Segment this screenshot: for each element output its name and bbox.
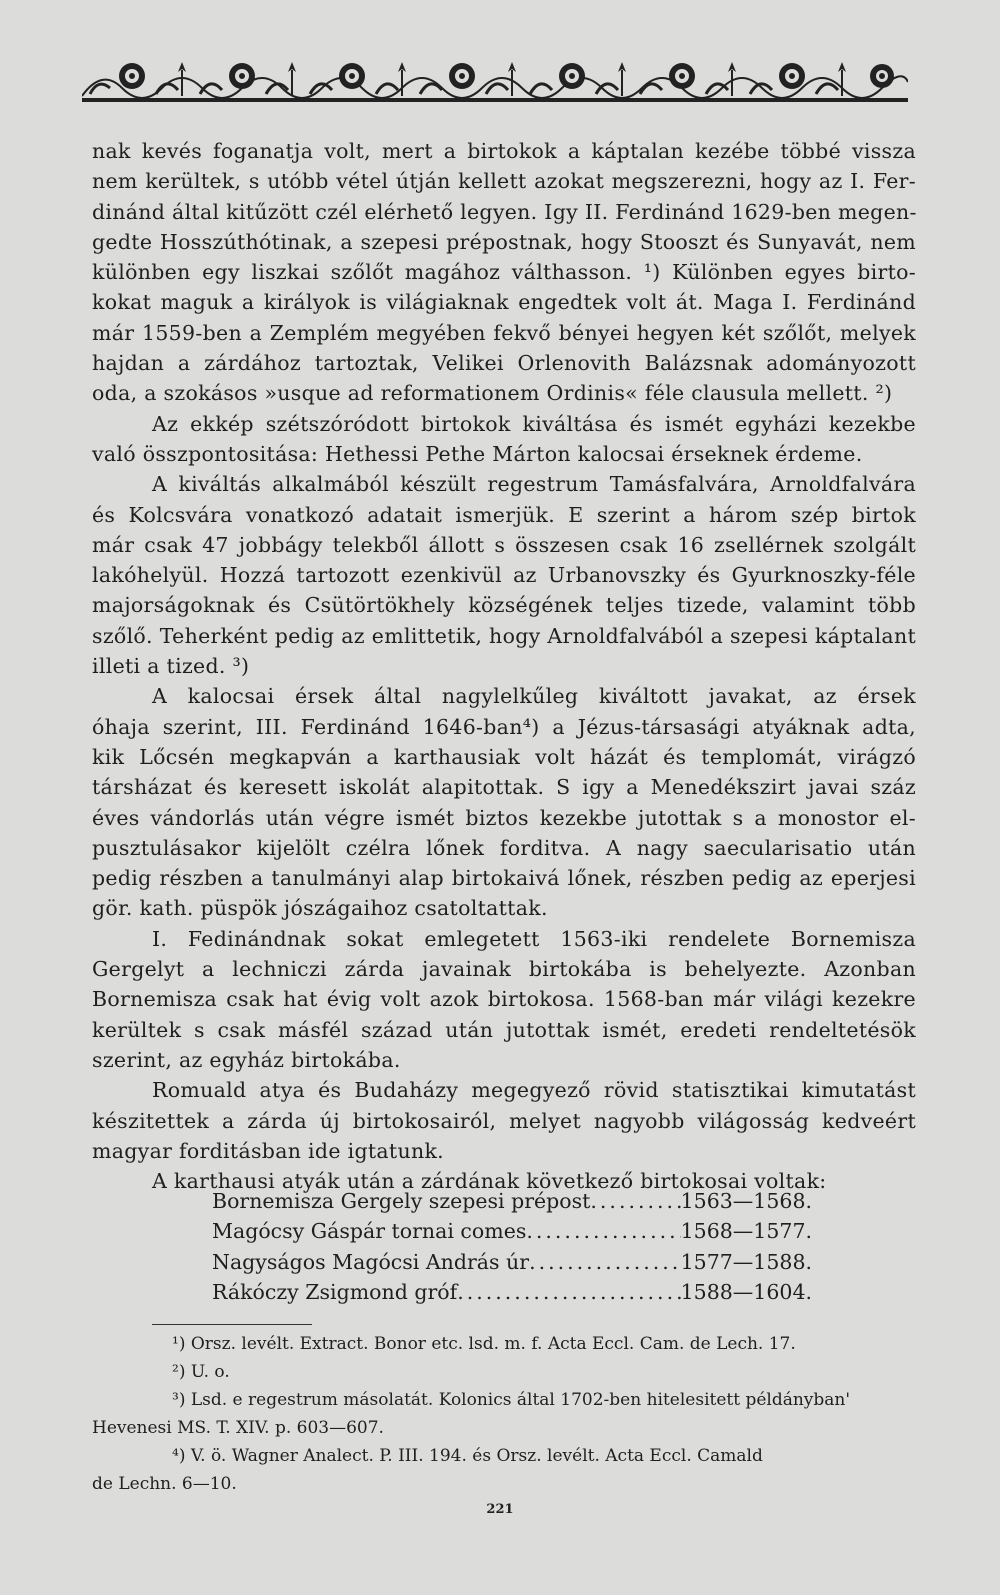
text-line: már csak 47 jobbágy telekből állott s összesen csak 16 zsellérnek szolgált	[92, 532, 916, 557]
paragraph	[92, 469, 916, 681]
owner-years: 1577—1588.	[680, 1249, 812, 1274]
text-line: kerültek s csak másfél század után jutottak ismét, eredeti rendeltetésök	[92, 1017, 916, 1042]
text-line: Bornemisza csak hat évig volt azok birtokosa. 1568-ban már világi kezekre	[92, 987, 916, 1012]
text-line: éves vándorlás után végre ismét biztos kezekbe jutottak s a monostor el-	[92, 805, 916, 830]
list-item	[212, 1186, 812, 1216]
text-line: készitettek a zárda új birtokosairól, melyet nagyobb világosság kedveért	[92, 1108, 916, 1133]
text-line: nak kevés foganatja volt, mert a birtokok a káptalan kezébe többé vissza	[92, 139, 916, 163]
paragraph	[92, 136, 916, 409]
text-line: gedte Hosszúthótinak, a szepesi prépostnak, hogy Stooszt és Sunyavát, nem	[92, 229, 916, 254]
text-line: magyar forditásban ide igtatunk.	[92, 1138, 445, 1163]
leader-dots	[529, 1247, 681, 1277]
owner-years: 1563—1568.	[680, 1189, 812, 1213]
text-line: pedig részben a tanulmányi alap birtokaivá lőnek, részben pedig az eperjesi	[92, 866, 916, 891]
text-line: Romuald atya és Budaházy megegyező rövid statisztikai kimutatást	[152, 1078, 916, 1103]
footnote: ⁴) V. ö. Wagner Analect. P. III. 194. és Orsz. levélt. Acta Eccl. Camald	[172, 1446, 763, 1466]
text-line: Az ekkép szétszóródott birtokok kiváltása és ismét egyházi kezekbe	[152, 411, 916, 436]
paragraph	[92, 924, 916, 1075]
owner-years: 1588—1604.	[680, 1279, 812, 1304]
text-line: dinánd által kitűzött czél elérhető legyen. Igy II. Ferdinánd 1629-ben megen-	[92, 199, 917, 224]
owner-name: Rákóczy Zsigmond gróf	[212, 1279, 458, 1304]
list-item	[212, 1277, 812, 1307]
text-line: I. Fedinándnak sokat emlegetett 1563-iki rendelete Bornemisza	[152, 926, 916, 951]
owner-name: Bornemisza Gergely szepesi prépost	[212, 1189, 591, 1213]
leader-dots	[590, 1186, 680, 1216]
footnote-divider	[152, 1324, 312, 1325]
text-line: különben egy liszkai szőlőt magához válthasson. ¹) Különben egyes birto-	[92, 260, 916, 285]
text-line: és Kolcsvára vonatkozó adatait ismerjük. E szerint a három szép birtok	[92, 502, 916, 527]
footnotes	[92, 1330, 916, 1498]
paragraph	[92, 681, 916, 923]
paragraph	[92, 1075, 916, 1166]
footnote: de Lechn. 6—10.	[92, 1474, 237, 1494]
text-line: szőlő. Teherként pedig az emlittetik, hogy Arnoldfalvából a szepesi káptalant	[92, 623, 916, 648]
text-line: kokat maguk a királyok is világiaknak engedtek volt át. Maga I. Ferdinánd	[92, 290, 916, 315]
text-line: lakóhelyül. Hozzá tartozott ezenkivül az Urbanovszky és Gyurknoszky-féle	[92, 563, 916, 588]
owner-name: Nagyságos Magócsi András úr	[212, 1249, 530, 1274]
page-number: 221	[486, 1502, 514, 1517]
text-line: nem kerültek, s utóbb vétel útján kellett azokat megszerezni, hogy az I. Fer-	[92, 169, 916, 194]
text-line: kik Lőcsén megkapván a karthausiak volt házát és templomát, virágzó	[92, 744, 916, 769]
text-line: oda, a szokásos »usque ad reformationem Ordinis« féle clausula mellett. ²)	[92, 381, 893, 406]
text-line: hajdan a zárdához tartoztak, Velikei Orlenovith Balázsnak adományozott	[92, 351, 916, 376]
text-line: már 1559-ben a Zemplém megyében fekvő bényei hegyen két szőlőt, melyek	[92, 320, 916, 345]
text-line: illeti a tized. ³)	[92, 654, 250, 679]
owners-list	[212, 1186, 812, 1307]
text-line: szerint, az egyház birtokába.	[92, 1047, 401, 1072]
footnote: Hevenesi MS. T. XIV. p. 603—607.	[92, 1418, 384, 1438]
leader-dots	[526, 1216, 680, 1246]
owner-years: 1568—1577.	[680, 1219, 812, 1244]
main-text	[92, 136, 916, 1196]
text-line: társházat és keresett iskolát alapitottak. S igy a Menedékszirt javai száz	[92, 775, 916, 800]
text-line: A kalocsai érsek által nagylelkűleg kiváltott javakat, az érsek	[152, 684, 916, 709]
list-item	[212, 1247, 812, 1277]
text-line: pusztulásakor kijelölt czélra lőnek forditva. A nagy saecularisatio után	[92, 835, 916, 860]
text-line: Gergelyt a lechniczi zárda javainak birtokába is behelyezte. Azonban	[92, 957, 916, 982]
text-line: gör. kath. püspök jószágaihoz csatoltattak.	[92, 896, 548, 921]
paragraph	[92, 409, 916, 470]
text-line: majorságoknak és Csütörtökhely községének teljes tizede, valamint több	[92, 593, 916, 618]
text-line: A kiváltás alkalmából készült regestrum Tamásfalvára, Arnoldfalvára	[152, 472, 916, 497]
text-line: A karthausi atyák után a zárdának következő birtokosai voltak:	[152, 1169, 827, 1194]
leader-dots	[457, 1277, 680, 1307]
text-line: óhaja szerint, III. Ferdinánd 1646-ban⁴) a Jézus-társasági atyáknak adta,	[92, 714, 916, 739]
text-line: való összpontositása: Hethessi Pethe Márton kalocsai érseknek érdeme.	[92, 441, 863, 466]
owner-name: Magócsy Gáspár tornai comes	[212, 1219, 527, 1244]
decorative-header-ornament	[82, 58, 908, 104]
footnote: ³) Lsd. e regestrum másolatát. Kolonics által 1702-ben hitelesitett példányban'	[172, 1390, 851, 1410]
list-item	[212, 1216, 812, 1246]
footnote: ²) U. o.	[172, 1362, 230, 1382]
footnote: ¹) Orsz. levélt. Extract. Bonor etc. lsd. m. f. Acta Eccl. Cam. de Lech. 17.	[172, 1334, 796, 1354]
